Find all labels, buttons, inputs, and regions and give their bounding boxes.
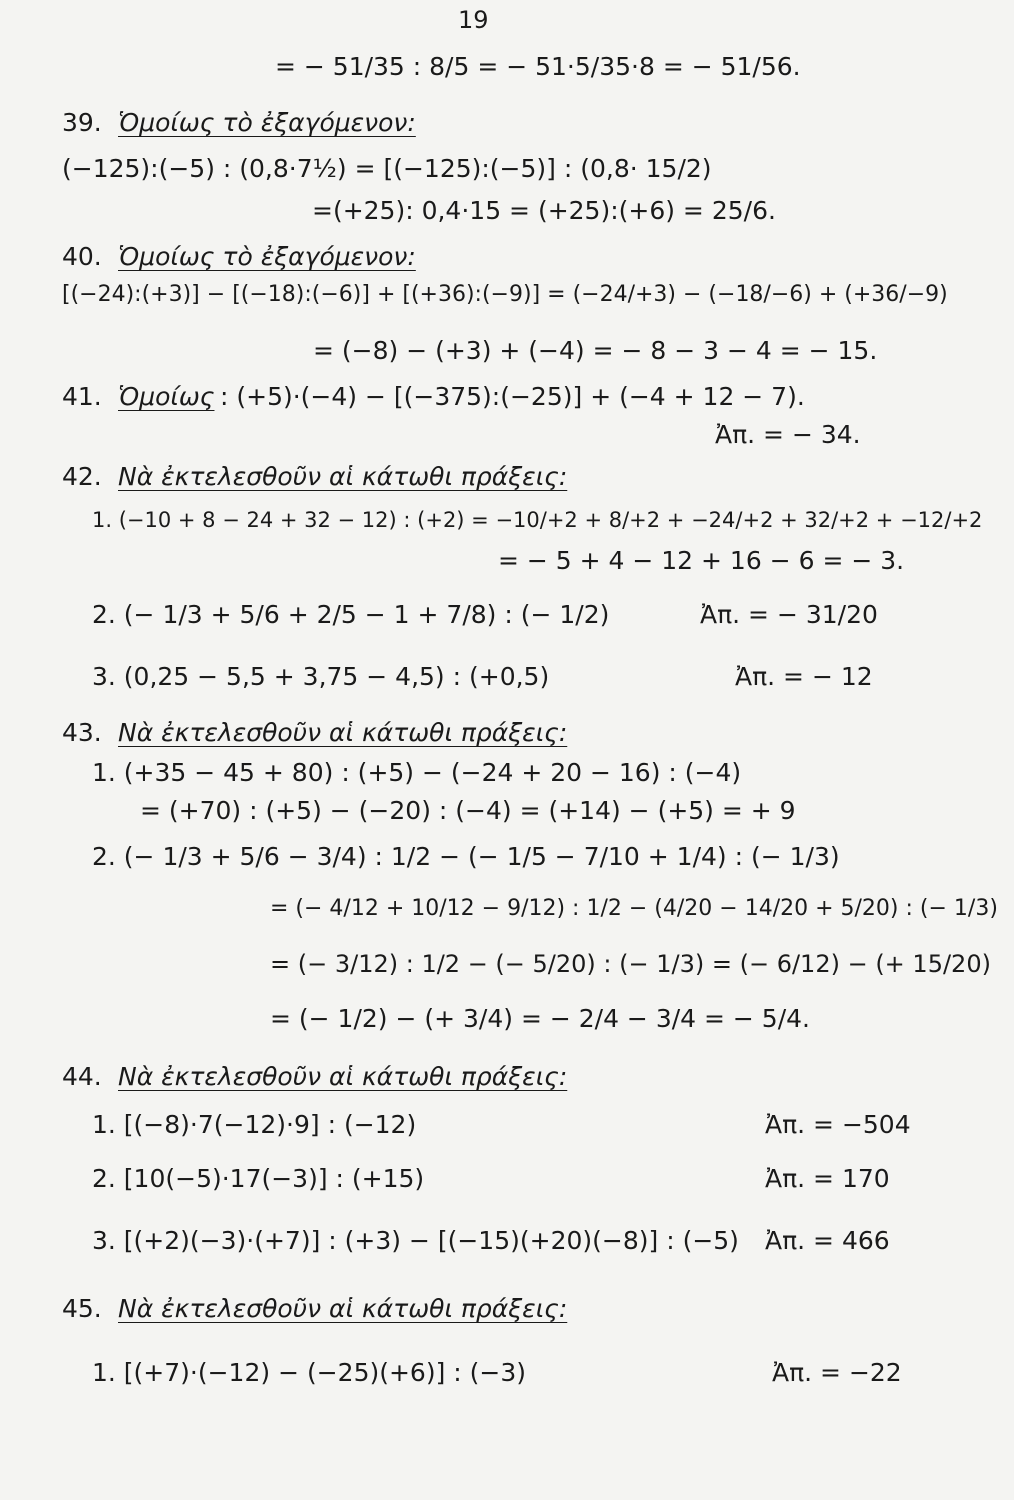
exercise-45-number: 45. — [62, 1294, 102, 1323]
exercise-42-3: 3. (0,25 − 5,5 + 3,75 − 4,5) : (+0,5) — [92, 662, 550, 691]
exercise-42-1-line-1: 1. (−10 + 8 − 24 + 32 − 12) : (+2) = −10/+2 + 8/+2 + −24/+2 + 32/+2 + −12/+2 — [92, 508, 983, 532]
exercise-43-2-line-4: = (− 1/2) − (+ 3/4) = − 2/4 − 3/4 = − 5/4. — [270, 1004, 810, 1033]
exercise-39-line-1: (−125):(−5) : (0,8·7½) = [(−125):(−5)] : (0,8· 15/2) — [62, 154, 712, 183]
exercise-43-2-line-1: 2. (− 1/3 + 5/6 − 3/4) : 1/2 − (− 1/5 − 7/10 + 1/4) : (− 1/3) — [92, 842, 840, 871]
exercise-40-heading: Ὁμοίως τὸ ἐξαγόμενον: — [118, 242, 416, 271]
exercise-43-number: 43. — [62, 718, 102, 747]
exercise-43-2-line-3: = (− 3/12) : 1/2 − (− 5/20) : (− 1/3) = (− 6/12) − (+ 15/20) — [270, 950, 991, 978]
exercise-44-heading: Νὰ ἐκτελεσθοῦν αἱ κάτωθι πράξεις: — [118, 1062, 568, 1091]
exercise-42-2-answer: Ἀπ. = − 31/20 — [700, 600, 878, 629]
exercise-43-1-line-2: = (+70) : (+5) − (−20) : (−4) = (+14) − (+5) = + 9 — [140, 796, 796, 825]
exercise-44-1: 1. [(−8)·7(−12)·9] : (−12) — [92, 1110, 417, 1139]
exercise-42-number: 42. — [62, 462, 102, 491]
exercise-39-line-2: =(+25): 0,4·15 = (+25):(+6) = 25/6. — [312, 196, 776, 225]
exercise-41-heading: Ὁμοίως — [118, 382, 215, 411]
exercise-44-number: 44. — [62, 1062, 102, 1091]
exercise-40-line-2: = (−8) − (+3) + (−4) = − 8 − 3 − 4 = − 15. — [313, 336, 878, 365]
exercise-42-heading: Νὰ ἐκτελεσθοῦν αἱ κάτωθι πράξεις: — [118, 462, 568, 491]
exercise-39-heading: Ὁμοίως τὸ ἐξαγόμενον: — [118, 108, 416, 137]
exercise-41-answer: Ἀπ. = − 34. — [715, 420, 861, 449]
exercise-43-2-line-2: = (− 4/12 + 10/12 − 9/12) : 1/2 − (4/20 − 14/20 + 5/20) : (− 1/3) — [270, 896, 998, 921]
exercise-40-number: 40. — [62, 242, 102, 271]
exercise-45-heading: Νὰ ἐκτελεσθοῦν αἱ κάτωθι πράξεις: — [118, 1294, 568, 1323]
exercise-45-1-answer: Ἀπ. = −22 — [772, 1358, 902, 1387]
exercise-39-number: 39. — [62, 108, 102, 137]
exercise-44-2-answer: Ἀπ. = 170 — [765, 1164, 890, 1193]
exercise-44-3: 3. [(+2)(−3)·(+7)] : (+3) − [(−15)(+20)(−8)] : (−5) — [92, 1226, 739, 1255]
exercise-40-line-1: [(−24):(+3)] − [(−18):(−6)] + [(+36):(−9)] = (−24/+3) − (−18/−6) + (+36/−9) — [62, 282, 948, 307]
exercise-45-1: 1. [(+7)·(−12) − (−25)(+6)] : (−3) — [92, 1358, 527, 1387]
line-continuation: = − 51/35 : 8/5 = − 51·5/35·8 = − 51/56. — [275, 52, 801, 81]
exercise-42-3-answer: Ἀπ. = − 12 — [735, 662, 873, 691]
exercise-43-heading: Νὰ ἐκτελεσθοῦν αἱ κάτωθι πράξεις: — [118, 718, 568, 747]
exercise-44-1-answer: Ἀπ. = −504 — [765, 1110, 911, 1139]
exercise-42-2: 2. (− 1/3 + 5/6 + 2/5 − 1 + 7/8) : (− 1/2) — [92, 600, 610, 629]
exercise-41-line-1: : (+5)·(−4) − [(−375):(−25)] + (−4 + 12 − 7). — [220, 382, 805, 411]
exercise-44-2: 2. [10(−5)·17(−3)] : (+15) — [92, 1164, 425, 1193]
exercise-41-number: 41. — [62, 382, 102, 411]
exercise-42-1-line-2: = − 5 + 4 − 12 + 16 − 6 = − 3. — [498, 546, 905, 575]
page-number: 19 — [458, 6, 489, 34]
exercise-43-1-line-1: 1. (+35 − 45 + 80) : (+5) − (−24 + 20 − 16) : (−4) — [92, 758, 742, 787]
exercise-44-3-answer: Ἀπ. = 466 — [765, 1226, 890, 1255]
